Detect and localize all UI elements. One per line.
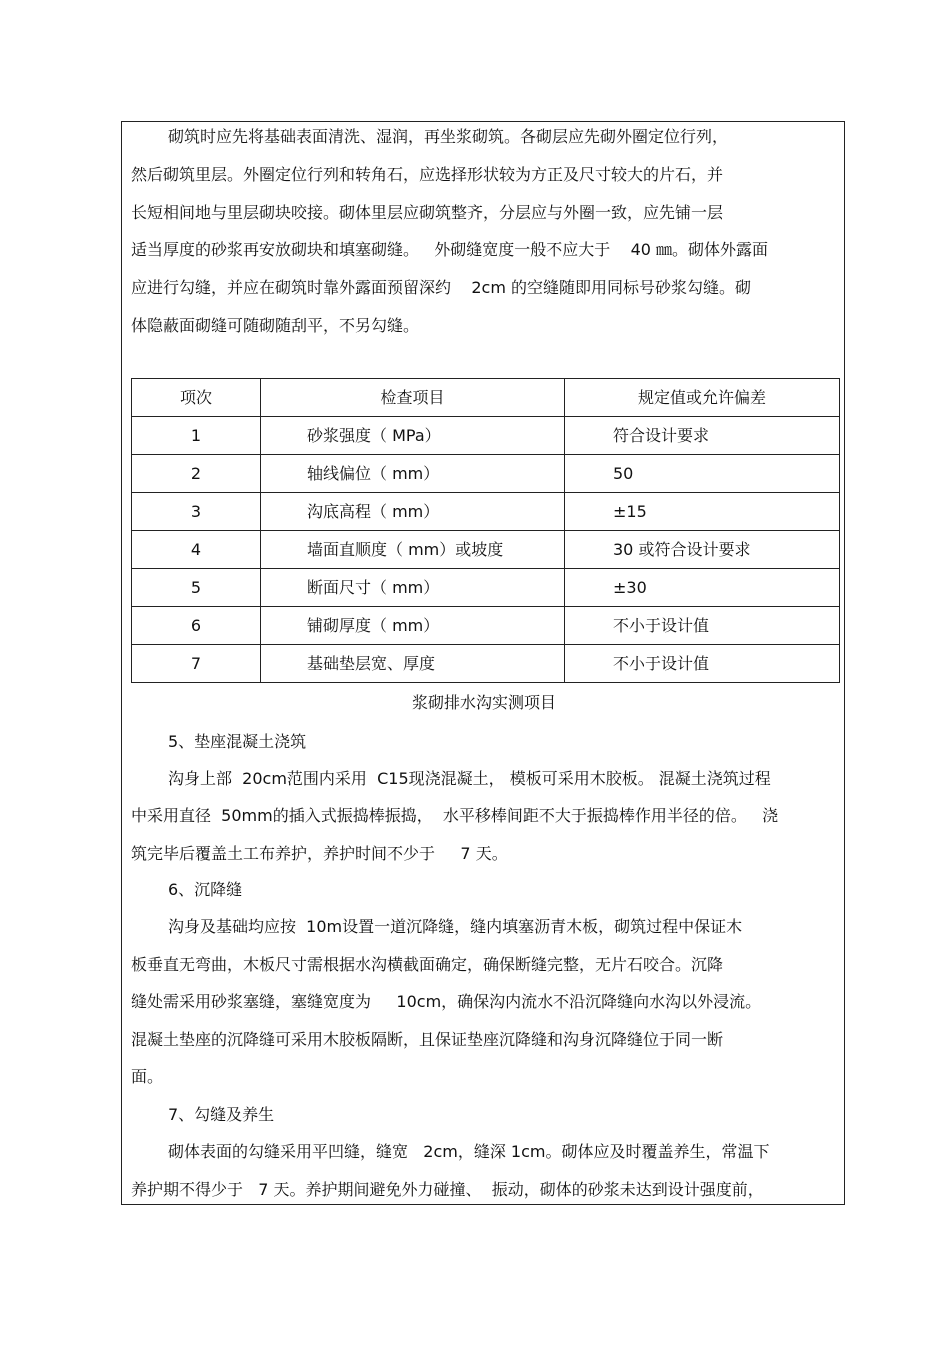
- intro-line-3: 长短相间地与里层砌块咬接。砌体里层应砌筑整齐，分层应与外圈一致，应先铺一层: [131, 203, 724, 222]
- row-check-item: 沟底高程（ mm）: [261, 493, 565, 531]
- row-tolerance: 30 或符合设计要求: [565, 531, 840, 569]
- intro-line-5: 应进行勾缝，并应在砌筑时靠外露面预留深约 2cm 的空缝随即用同标号砂浆勾缝。砌: [131, 278, 751, 297]
- section5-line-2: 中采用直径 50mm的插入式振捣棒振捣， 水平移棒间距不大于振捣棒作用半径的倍。 浇: [131, 806, 779, 825]
- section6-line-4: 混凝土垫座的沉降缝可采用木胶板隔断，且保证垫座沉降缝和沟身沉降缝位于同一断: [131, 1030, 724, 1049]
- inspection-table: [131, 378, 840, 683]
- row-check-item: 轴线偏位（ mm）: [261, 455, 565, 493]
- section6-line-3: 缝处需采用砂浆塞缝，塞缝宽度为 10cm，确保沟内流水不沿沉降缝向水沟以外浸流。: [131, 992, 762, 1011]
- row-check-item: 砂浆强度（ MPa）: [261, 417, 565, 455]
- table-row: [132, 645, 840, 683]
- section7-line-2: 养护期不得少于 7 天。养护期间避免外力碰撞、 振动，砌体的砂浆未达到设计强度前，: [131, 1180, 764, 1199]
- row-no: 5: [132, 569, 261, 607]
- row-check-item: 铺砌厚度（ mm）: [261, 607, 565, 645]
- row-check-item: 墙面直顺度（ mm）或坡度: [261, 531, 565, 569]
- row-check-item: 断面尺寸（ mm）: [261, 569, 565, 607]
- table-header-row: [132, 379, 840, 417]
- intro-line-6: 体隐蔽面砌缝可随砌随刮平，不另勾缝。: [131, 316, 420, 335]
- header-item-no: 项次: [132, 379, 261, 417]
- section6-heading: 6、沉降缝: [168, 880, 243, 899]
- section6-line-5: 面。: [131, 1067, 164, 1086]
- header-check-item: 检查项目: [261, 379, 565, 417]
- row-no: 4: [132, 531, 261, 569]
- row-no: 1: [132, 417, 261, 455]
- section5-line-1: 沟身上部 20cm范围内采用 C15现浇混凝土， 模板可采用木胶板。 混凝土浇筑过程: [168, 769, 771, 788]
- section7-line-1: 砌体表面的勾缝采用平凹缝，缝宽 2cm，缝深 1cm。砌体应及时覆盖养生，常温下: [168, 1142, 770, 1161]
- section5-line-3: 筑完毕后覆盖土工布养护，养护时间不少于 7 天。: [131, 844, 508, 863]
- table-row: [132, 493, 840, 531]
- row-tolerance: 50: [565, 455, 840, 493]
- row-check-item: 基础垫层宽、厚度: [261, 645, 565, 683]
- intro-line-2: 然后砌筑里层。外圈定位行列和转角石，应选择形状较为方正及尺寸较大的片石，并: [131, 165, 724, 184]
- intro-line-4: 适当厚度的砂浆再安放砌块和填塞砌缝。 外砌缝宽度一般不应大于 40 ㎜。砌体外露面: [131, 240, 769, 259]
- table-row: [132, 531, 840, 569]
- table-caption: 浆砌排水沟实测项目: [411, 693, 556, 712]
- table-row: [132, 455, 840, 493]
- row-no: 7: [132, 645, 261, 683]
- header-tolerance: 规定值或允许偏差: [565, 379, 840, 417]
- section7-heading: 7、勾缝及养生: [168, 1105, 275, 1124]
- section6-line-1: 沟身及基础均应按 10m设置一道沉降缝，缝内填塞沥青木板，砌筑过程中保证木: [168, 917, 743, 936]
- intro-line-1: 砌筑时应先将基础表面清洗、湿润，再坐浆砌筑。各砌层应先砌外圈定位行列，: [168, 127, 729, 146]
- table-row: [132, 417, 840, 455]
- row-tolerance: 不小于设计值: [565, 645, 840, 683]
- row-no: 2: [132, 455, 261, 493]
- section6-line-2: 板垂直无弯曲，木板尺寸需根据水沟横截面确定，确保断缝完整，无片石咬合。沉降: [131, 955, 724, 974]
- table-row: [132, 607, 840, 645]
- row-no: 3: [132, 493, 261, 531]
- table-row: [132, 569, 840, 607]
- row-tolerance: ±30: [565, 569, 840, 607]
- row-tolerance: 符合设计要求: [565, 417, 840, 455]
- row-tolerance: 不小于设计值: [565, 607, 840, 645]
- section5-heading: 5、垫座混凝土浇筑: [168, 732, 307, 751]
- row-tolerance: ±15: [565, 493, 840, 531]
- row-no: 6: [132, 607, 261, 645]
